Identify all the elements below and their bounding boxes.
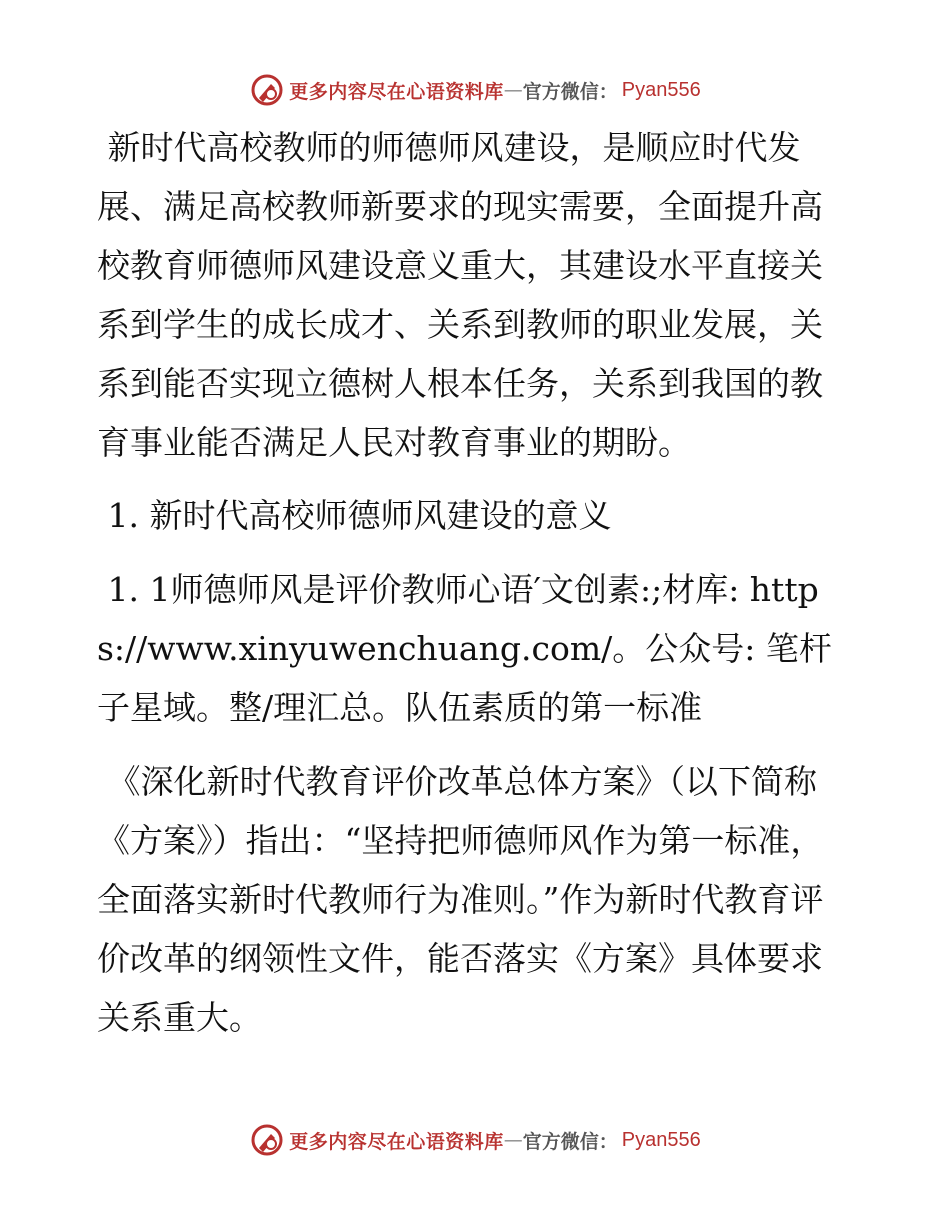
brand-logo-icon xyxy=(249,72,285,108)
watermark-content xyxy=(249,72,701,108)
brand-logo-icon xyxy=(249,1122,285,1158)
header-watermark-banner xyxy=(0,70,950,110)
watermark-dash: — xyxy=(503,79,523,101)
watermark-content xyxy=(249,1122,701,1158)
watermark-main-text: 更多内容尽在心语资料库 xyxy=(289,1130,504,1153)
footer-watermark-banner xyxy=(0,1120,950,1160)
watermark-label: 官方微信： xyxy=(522,1130,618,1153)
subsection-heading: 1. 1师德师风是评价教师心语′文创素:;材库: https://www.xinyuwenchuang.com/。公众号: 笔杆子星域。整/理汇总。队伍素质的第一标准 xyxy=(97,570,832,727)
watermark-wechat-id: Pyan556 xyxy=(621,78,701,101)
section-heading: 1. 新时代高校师德师风建设的意义 xyxy=(97,496,612,535)
watermark-label: 官方微信： xyxy=(522,80,618,103)
intro-paragraph: 新时代高校教师的师德师风建设，是顺应时代发展、满足高校教师新要求的现实需要，全面提升高校教育师德师风建设意义重大，其建设水平直接关系到学生的成长成才、关系到教师的职业发展，关系到能否实现立德树人根本任务，关系到我国的教育事业能否满足人民对教育事业的期盼。 xyxy=(97,128,823,462)
body-paragraph: 《深化新时代教育评价改革总体方案》（以下简称《方案》）指出：“坚持把师德师风作为第一标准，全面落实新时代教师行为准则。”作为新时代教育评价改革的纲领性文件，能否落实《方案》具体要求关系重大。 xyxy=(97,762,824,1037)
watermark-main-text: 更多内容尽在心语资料库 xyxy=(289,80,504,103)
watermark-wechat-id: Pyan556 xyxy=(621,1128,701,1151)
watermark-dash: — xyxy=(503,1129,523,1151)
